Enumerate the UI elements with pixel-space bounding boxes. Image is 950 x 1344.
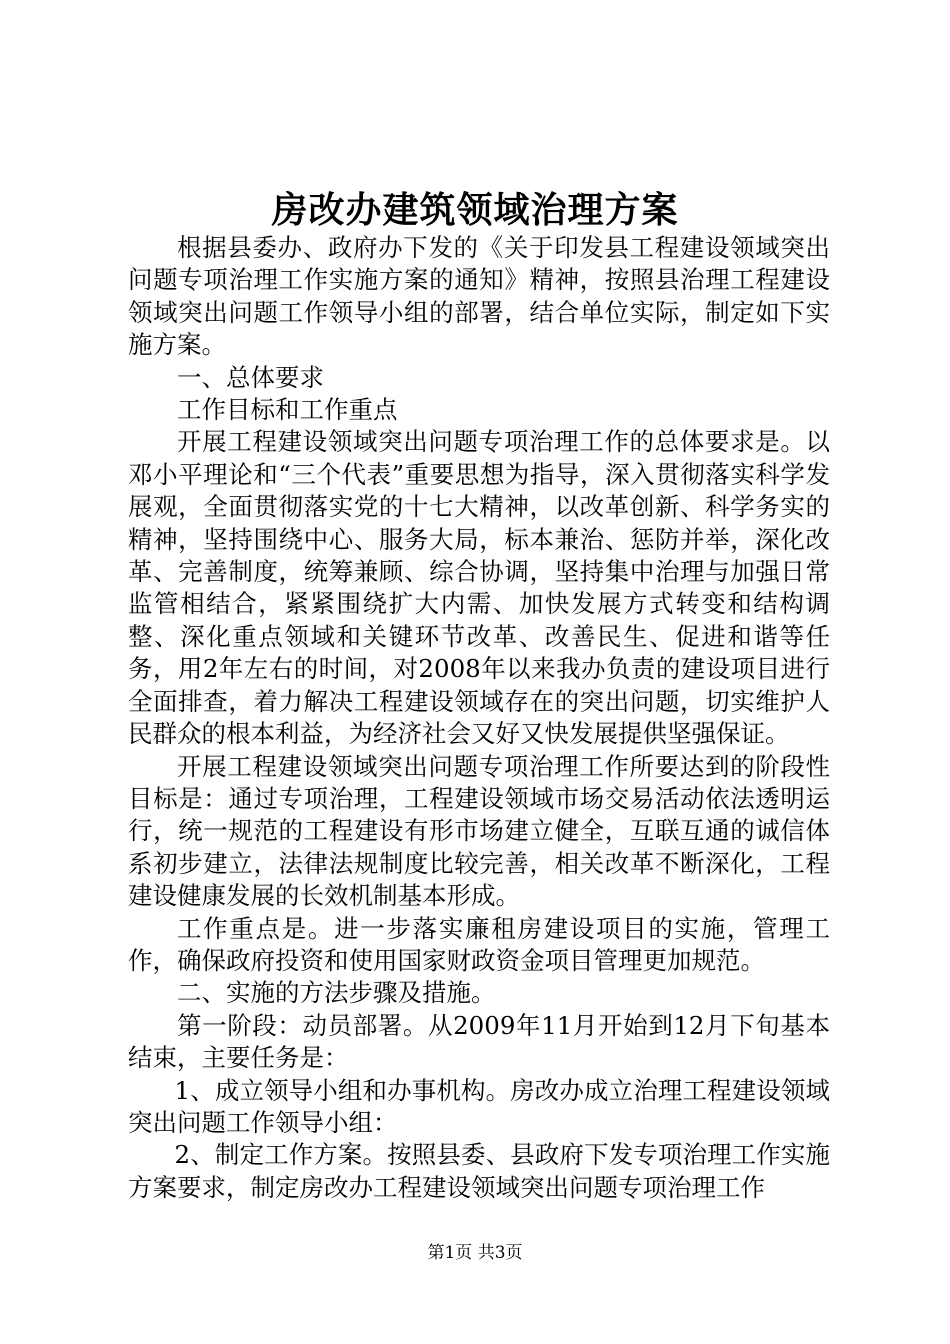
subheading-goals-and-focus: 工作目标和工作重点 xyxy=(177,395,398,425)
section-heading-methods-steps: 二、实施的方法步骤及措施。 xyxy=(177,978,496,1008)
paragraph-work-focus: 工作重点是。进一步落实廉租房建设项目的实施，管理工作，确保政府投资和使用国家财政资金项目管理更加规范。 xyxy=(128,913,830,975)
paragraph-overall-requirements: 开展工程建设领域突出问题专项治理工作的总体要求是。以邓小平理论和“三个代表”重要思想为指导，深入贯彻落实科学发展观，全面贯彻落实党的十七大精神，以改革创新、科学务实的精神，坚持围绕中心、服务大局，标本兼治、惩防并举，深化改革、完善制度，统筹兼顾、综合协调，坚持集中治理与加强日常监管相结合，紧紧围绕扩大内需、加快发展方式转变和结构调整、深化重点领域和关键环节改革、改善民生、促进和谐等任务，用2年左右的时间，对2008年以来我办负责的建设项目进行全面排查，着力解决工程建设领域存在的突出问题，切实维护人民群众的根本利益，为经济社会又好又快发展提供坚强保证。 xyxy=(128,427,830,749)
list-item-work-plan: 2、制定工作方案。按照县委、县政府下发专项治理工作实施方案要求，制定房改办工程建设领域突出问题专项治理工作 xyxy=(128,1140,830,1202)
paragraph-intro: 根据县委办、政府办下发的《关于印发县工程建设领域突出问题专项治理工作实施方案的通知》精神，按照县治理工程建设领域突出问题工作领导小组的部署，结合单位实际，制定如下实施方案。 xyxy=(128,233,830,360)
paragraph-stage-goals: 开展工程建设领域突出问题专项治理工作所要达到的阶段性目标是：通过专项治理，工程建设领域市场交易活动依法透明运行，统一规范的工程建设有形市场建立健全，互联互通的诚信体系初步建立，法律法规制度比较完善，相关改革不断深化，工程建设健康发展的长效机制基本形成。 xyxy=(128,751,830,911)
paragraph-phase-one: 第一阶段：动员部署。从2009年11月开始到12月下旬基本结束，主要任务是： xyxy=(128,1010,830,1073)
list-item-leading-group: 1、成立领导小组和办事机构。房改办成立治理工程建设领域突出问题工作领导小组： xyxy=(128,1075,830,1137)
document-body xyxy=(128,232,830,1204)
section-heading-general-requirements: 一、总体要求 xyxy=(177,362,324,392)
page-footer: 第1页 共3页 xyxy=(427,1243,523,1263)
document-title: 房改办建筑领域治理方案 xyxy=(271,189,679,231)
